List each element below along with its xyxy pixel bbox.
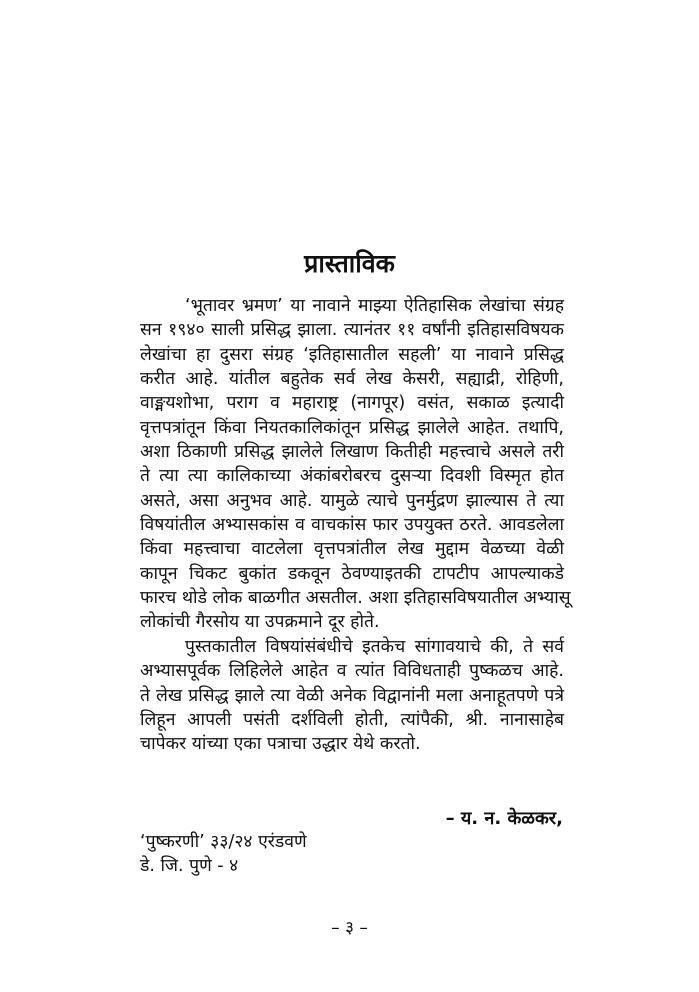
- text-line: ते लेख प्रसिद्ध झाले त्या वेळी अनेक विद्वानांनी मला अनाहूतपणे पत्रे: [140, 685, 564, 706]
- text-line: ‘भूतावर भ्रमण’ या नावाने माझ्या ऐतिहासिक लेखांचा संग्रह: [185, 296, 564, 316]
- text-line: चापेकर यांच्या एका पत्राचा उद्धार येथे करतो.: [140, 734, 421, 755]
- text-line: ते त्या त्या कालिकाच्या अंकांबरोबरच दुसऱ्या दिवशी विस्मृत होत: [140, 466, 564, 487]
- text-line: अशा ठिकाणी प्रसिद्ध झालेले लिखाण कितीही महत्त्वाचे असले तरी: [140, 442, 564, 463]
- text-line: असते, असा अनुभव आहे. यामुळे त्याचे पुनर्मुद्रण झाल्यास ते त्या: [140, 490, 564, 511]
- address-line: ‘पुष्करणी’ ३३/२४ एरंडवणे: [140, 832, 307, 852]
- page-title: प्रास्ताविक: [304, 249, 395, 278]
- text-line: अभ्यासपूर्वक लिहिलेले आहेत व त्यांत विविधताही पुष्कळच आहे.: [140, 661, 564, 682]
- text-line: लोकांची गैरसोय या उपक्रमाने दूर होते.: [140, 612, 380, 633]
- text-line: वृत्तपत्रांतून किंवा नियतकालिकांतून प्रसिद्ध झालेले आहेत. तथापि,: [140, 417, 564, 438]
- body-text: [140, 294, 571, 757]
- text-line: कापून चिकट बुकांत डकवून ठेवण्याइतकी टापटीप आपल्याकडे: [140, 563, 564, 584]
- address-block: [140, 830, 307, 879]
- text-line: लेखांचा हा दुसरा संग्रह ‘इतिहासातील सहली’ या नावाने प्रसिद्ध: [140, 344, 564, 365]
- text-line: विषयांतील अभ्यासकांस व वाचकांस फार उपयुक्त ठरते. आवडलेला: [140, 515, 564, 536]
- text-line: वाङ्मयशोभा, पराग व महाराष्ट्र (नागपूर) वसंत, सकाळ इत्यादी: [140, 393, 564, 414]
- address-line: डे. जि. पुणे - ४: [140, 856, 239, 877]
- text-line: सन १९४० साली प्रसिद्ध झाला. त्यानंतर ११ वर्षांनी इतिहासविषयक: [140, 320, 564, 341]
- text-line: लिहून आपली पसंती दर्शविली होती, त्यांपैकी, श्री. नानासाहेब: [140, 709, 564, 730]
- page-number: – ३ –: [331, 918, 368, 938]
- text-line: करीत आहे. यांतील बहुतेक सर्व लेख केसरी, सह्याद्री, रोहिणी,: [140, 369, 564, 390]
- author-signature: – य. न. केळकर,: [445, 808, 563, 829]
- text-line: किंवा महत्त्वाचा वाटलेला वृत्तपत्रांतील लेख मुद्दाम वेळच्या वेळी: [140, 539, 564, 560]
- text-line: पुस्तकातील विषयांसंबंधीचे इतकेच सांगावयाचे की, ते सर्व: [185, 636, 564, 657]
- text-line: फारच थोडे लोक बाळगीत असतील. अशा इतिहासविषयातील अभ्यासू: [140, 588, 571, 609]
